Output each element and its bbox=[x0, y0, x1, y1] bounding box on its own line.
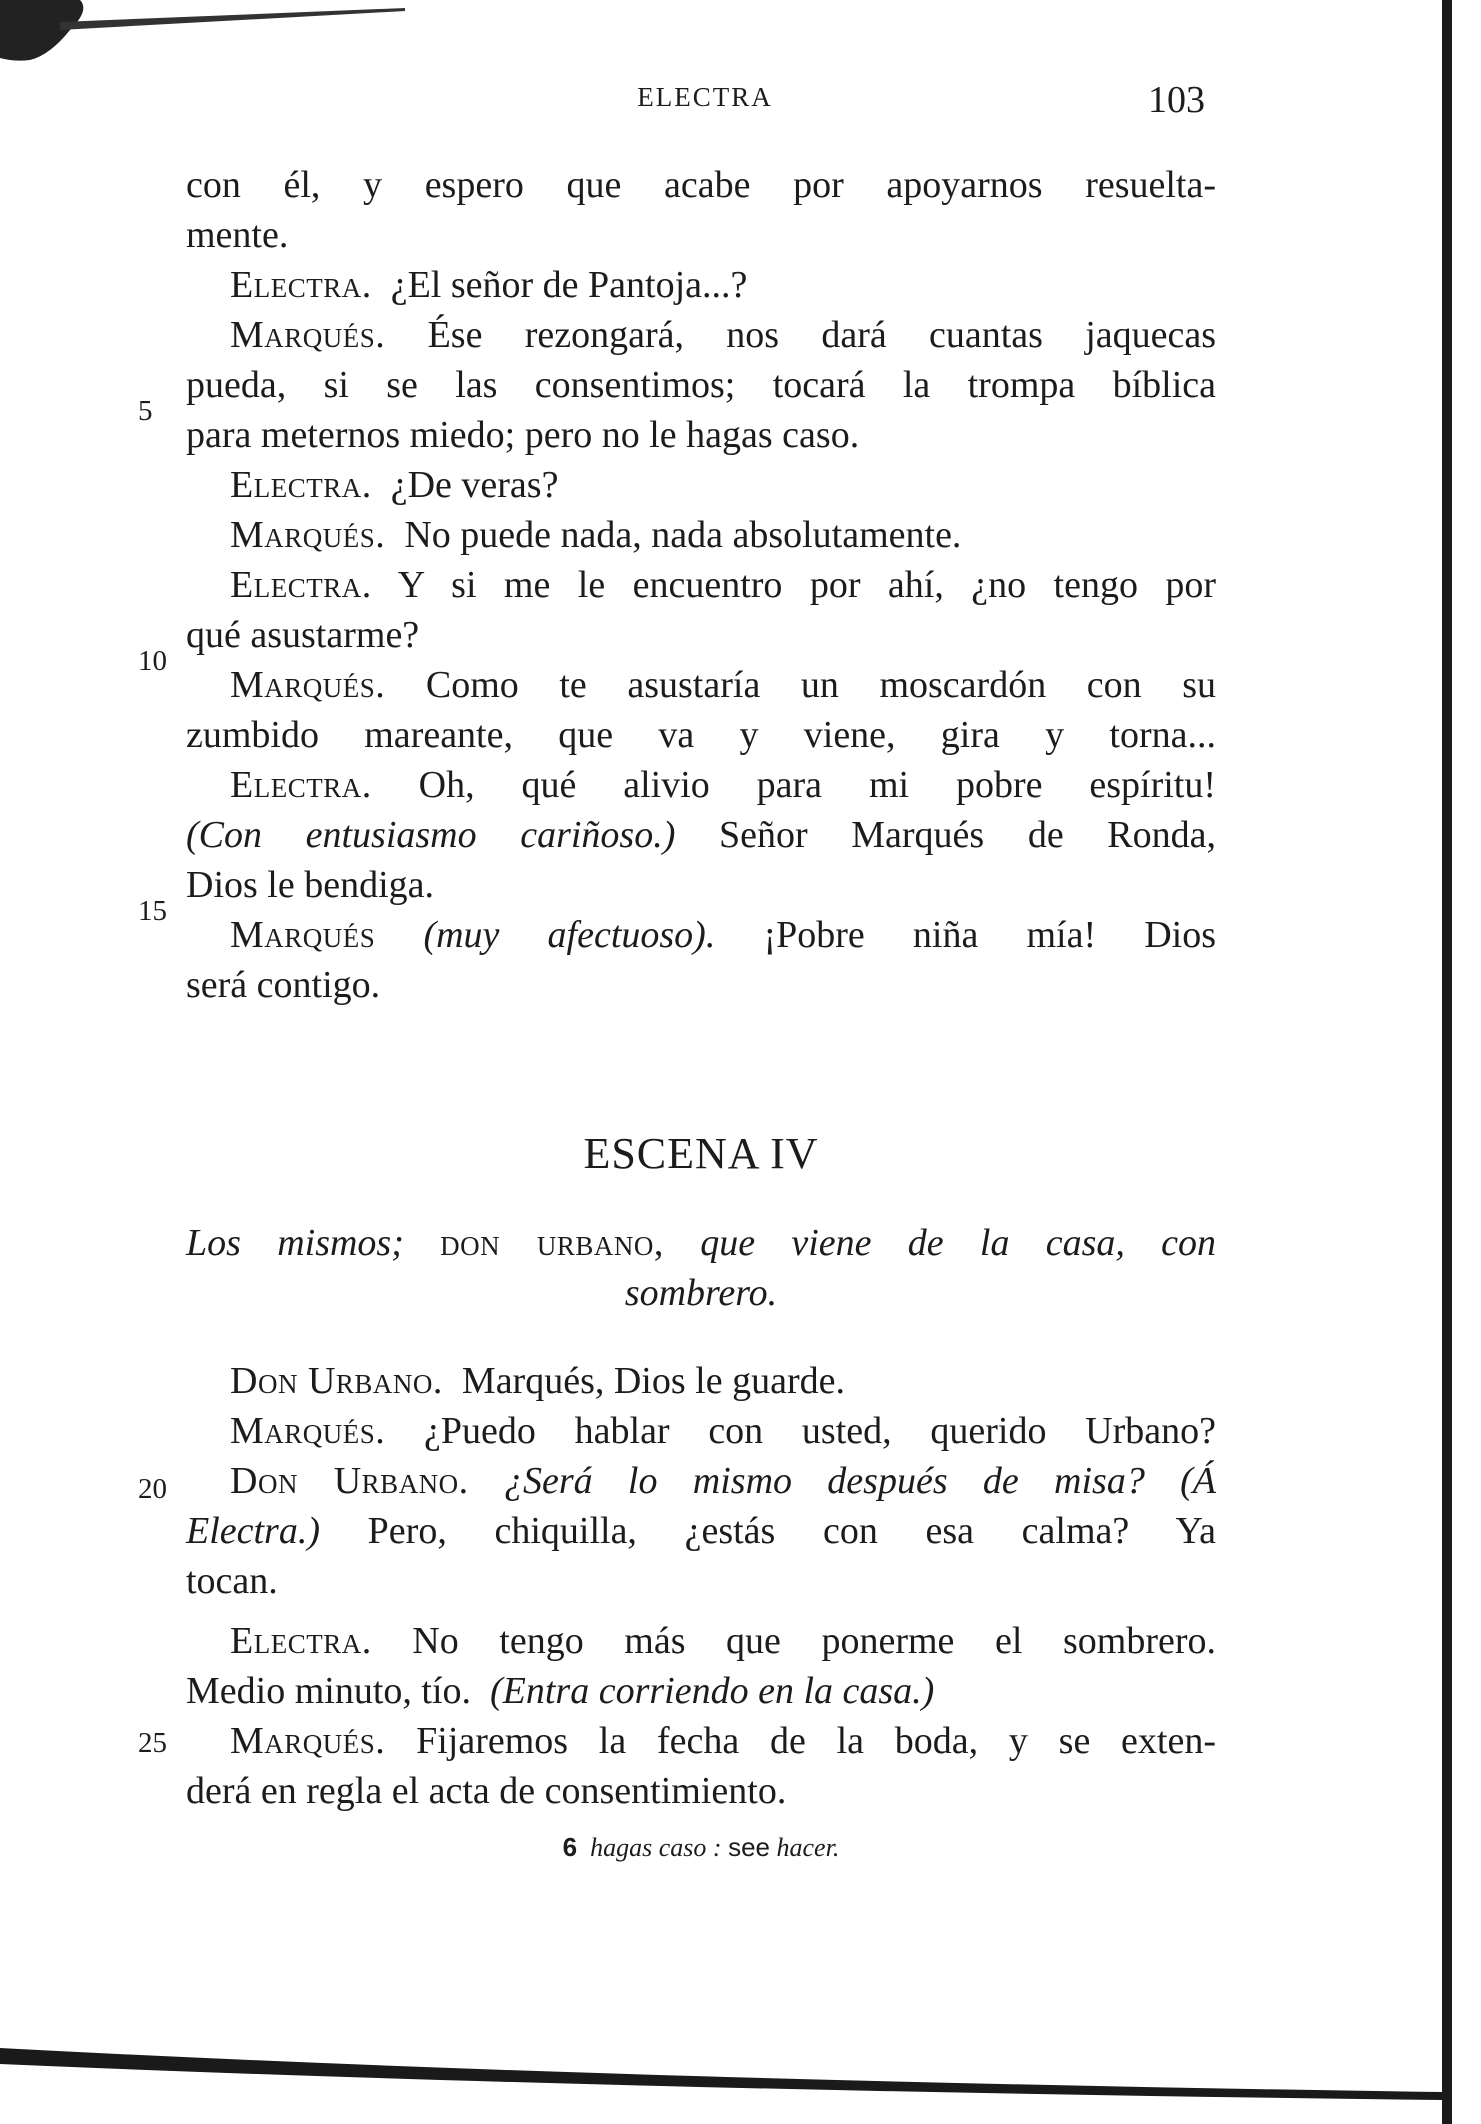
dialogue-line: Marqués (muy afectuoso). ¡Pobre niña mía! Dios bbox=[230, 914, 1217, 956]
stage-direction: Electra.) bbox=[186, 1510, 321, 1552]
dialogue-line bbox=[230, 1456, 1216, 1506]
character-name: don urbano, bbox=[440, 1222, 664, 1264]
footnote-term: hagas caso : bbox=[590, 1833, 722, 1862]
scene-direction: Los mismos; don urbano, que viene de la casa, con bbox=[186, 1222, 1217, 1264]
dialogue-line: Marqués. Como te asustaría un moscardón con su bbox=[230, 664, 1216, 706]
text-line: con él, y espero que acabe por apoyarnos resuelta- bbox=[186, 164, 1216, 206]
scan-right-edge bbox=[1442, 0, 1452, 2124]
text-line: mente. bbox=[186, 214, 289, 256]
text-line: Dios le bendiga. bbox=[186, 864, 435, 906]
text-line: derá en regla el acta de consentimiento. bbox=[186, 1770, 787, 1812]
speaker-name: Electra. bbox=[230, 764, 372, 806]
scene-title: ESCENA IV bbox=[583, 1129, 819, 1178]
dialogue-line: Electra. No tengo más que ponerme el sombrero. bbox=[230, 1620, 1216, 1662]
dialogue-line: Electra.) Pero, chiquilla, ¿estás con esa calma? Ya bbox=[186, 1510, 1216, 1552]
line-number: 10 bbox=[138, 645, 167, 677]
text-line: Medio minuto, tío. (Entra corriendo en la casa.) bbox=[186, 1670, 935, 1712]
speaker-name: Electra. bbox=[230, 1620, 372, 1662]
dialogue-line: Electra. Y si me le encuentro por ahí, ¿no tengo por bbox=[230, 564, 1217, 606]
footnote-see: see bbox=[728, 1832, 770, 1862]
footnote bbox=[186, 1830, 1216, 1865]
speaker-name: Marqués. bbox=[230, 1410, 386, 1452]
stage-direction: (muy afectuoso). bbox=[423, 914, 716, 956]
page-number: 103 bbox=[1148, 79, 1205, 121]
dialogue-line: Electra. Oh, qué alivio para mi pobre espíritu! bbox=[230, 764, 1217, 806]
line-number: 20 bbox=[138, 1473, 167, 1505]
line-number: 25 bbox=[138, 1727, 167, 1759]
dialogue-line: Don Urbano. Marqués, Dios le guarde. bbox=[230, 1360, 845, 1402]
text-line: qué asustarme? bbox=[186, 614, 420, 656]
stage-direction: (Entra corriendo en la casa.) bbox=[490, 1670, 935, 1712]
speaker-name: Marqués. bbox=[230, 514, 386, 556]
line-number: 5 bbox=[138, 395, 153, 427]
text-line: tocan. bbox=[186, 1560, 278, 1602]
speaker-name: Electra. bbox=[230, 564, 372, 606]
stage-direction: ¿Será lo mismo después de misa? (Á bbox=[503, 1460, 1216, 1502]
stage-direction: (Con entusiasmo cariñoso.) bbox=[186, 814, 676, 856]
scan-bottom-edge bbox=[0, 2030, 1481, 2124]
dialogue-line: Marqués. ¿Puedo hablar con usted, querido Urbano? bbox=[230, 1410, 1217, 1452]
footnote-number: 6 bbox=[562, 1832, 578, 1862]
speaker-name: Electra. bbox=[230, 464, 372, 506]
footnote-ref: hacer. bbox=[776, 1833, 840, 1862]
dialogue-line: Marqués. Fijaremos la fecha de la boda, y se exten- bbox=[230, 1720, 1217, 1762]
speaker-name: Marqués. bbox=[230, 1720, 386, 1762]
speaker-name: Don Urbano. bbox=[230, 1460, 469, 1502]
speaker-name: Marqués bbox=[230, 914, 376, 956]
text-line: para meternos miedo; pero no le hagas caso. bbox=[186, 414, 860, 456]
dialogue-line: Marqués. No puede nada, nada absolutamente. bbox=[230, 514, 962, 556]
dialogue-line: Marqués. Ése rezongará, nos dará cuantas jaquecas bbox=[230, 314, 1217, 356]
speaker-name: Don Urbano. bbox=[230, 1360, 443, 1402]
scene-direction: sombrero. bbox=[624, 1272, 778, 1314]
line-number: 15 bbox=[138, 895, 167, 927]
dialogue-line: Electra. ¿De veras? bbox=[230, 464, 559, 506]
text-line: será contigo. bbox=[186, 964, 381, 1006]
dialogue-line: (Con entusiasmo cariñoso.) Señor Marqués de Ronda, bbox=[186, 814, 1216, 856]
scan-corner-mark bbox=[0, 0, 420, 70]
speaker-name: Electra. bbox=[230, 264, 372, 306]
running-title: ELECTRA bbox=[637, 82, 773, 112]
text-line: zumbido mareante, que va y viene, gira y torna... bbox=[186, 714, 1216, 756]
speaker-name: Marqués. bbox=[230, 314, 386, 356]
speaker-name: Marqués. bbox=[230, 664, 386, 706]
text-line: pueda, si se las consentimos; tocará la trompa bíblica bbox=[186, 364, 1216, 406]
dialogue-line: Electra. ¿El señor de Pantoja...? bbox=[230, 264, 748, 306]
